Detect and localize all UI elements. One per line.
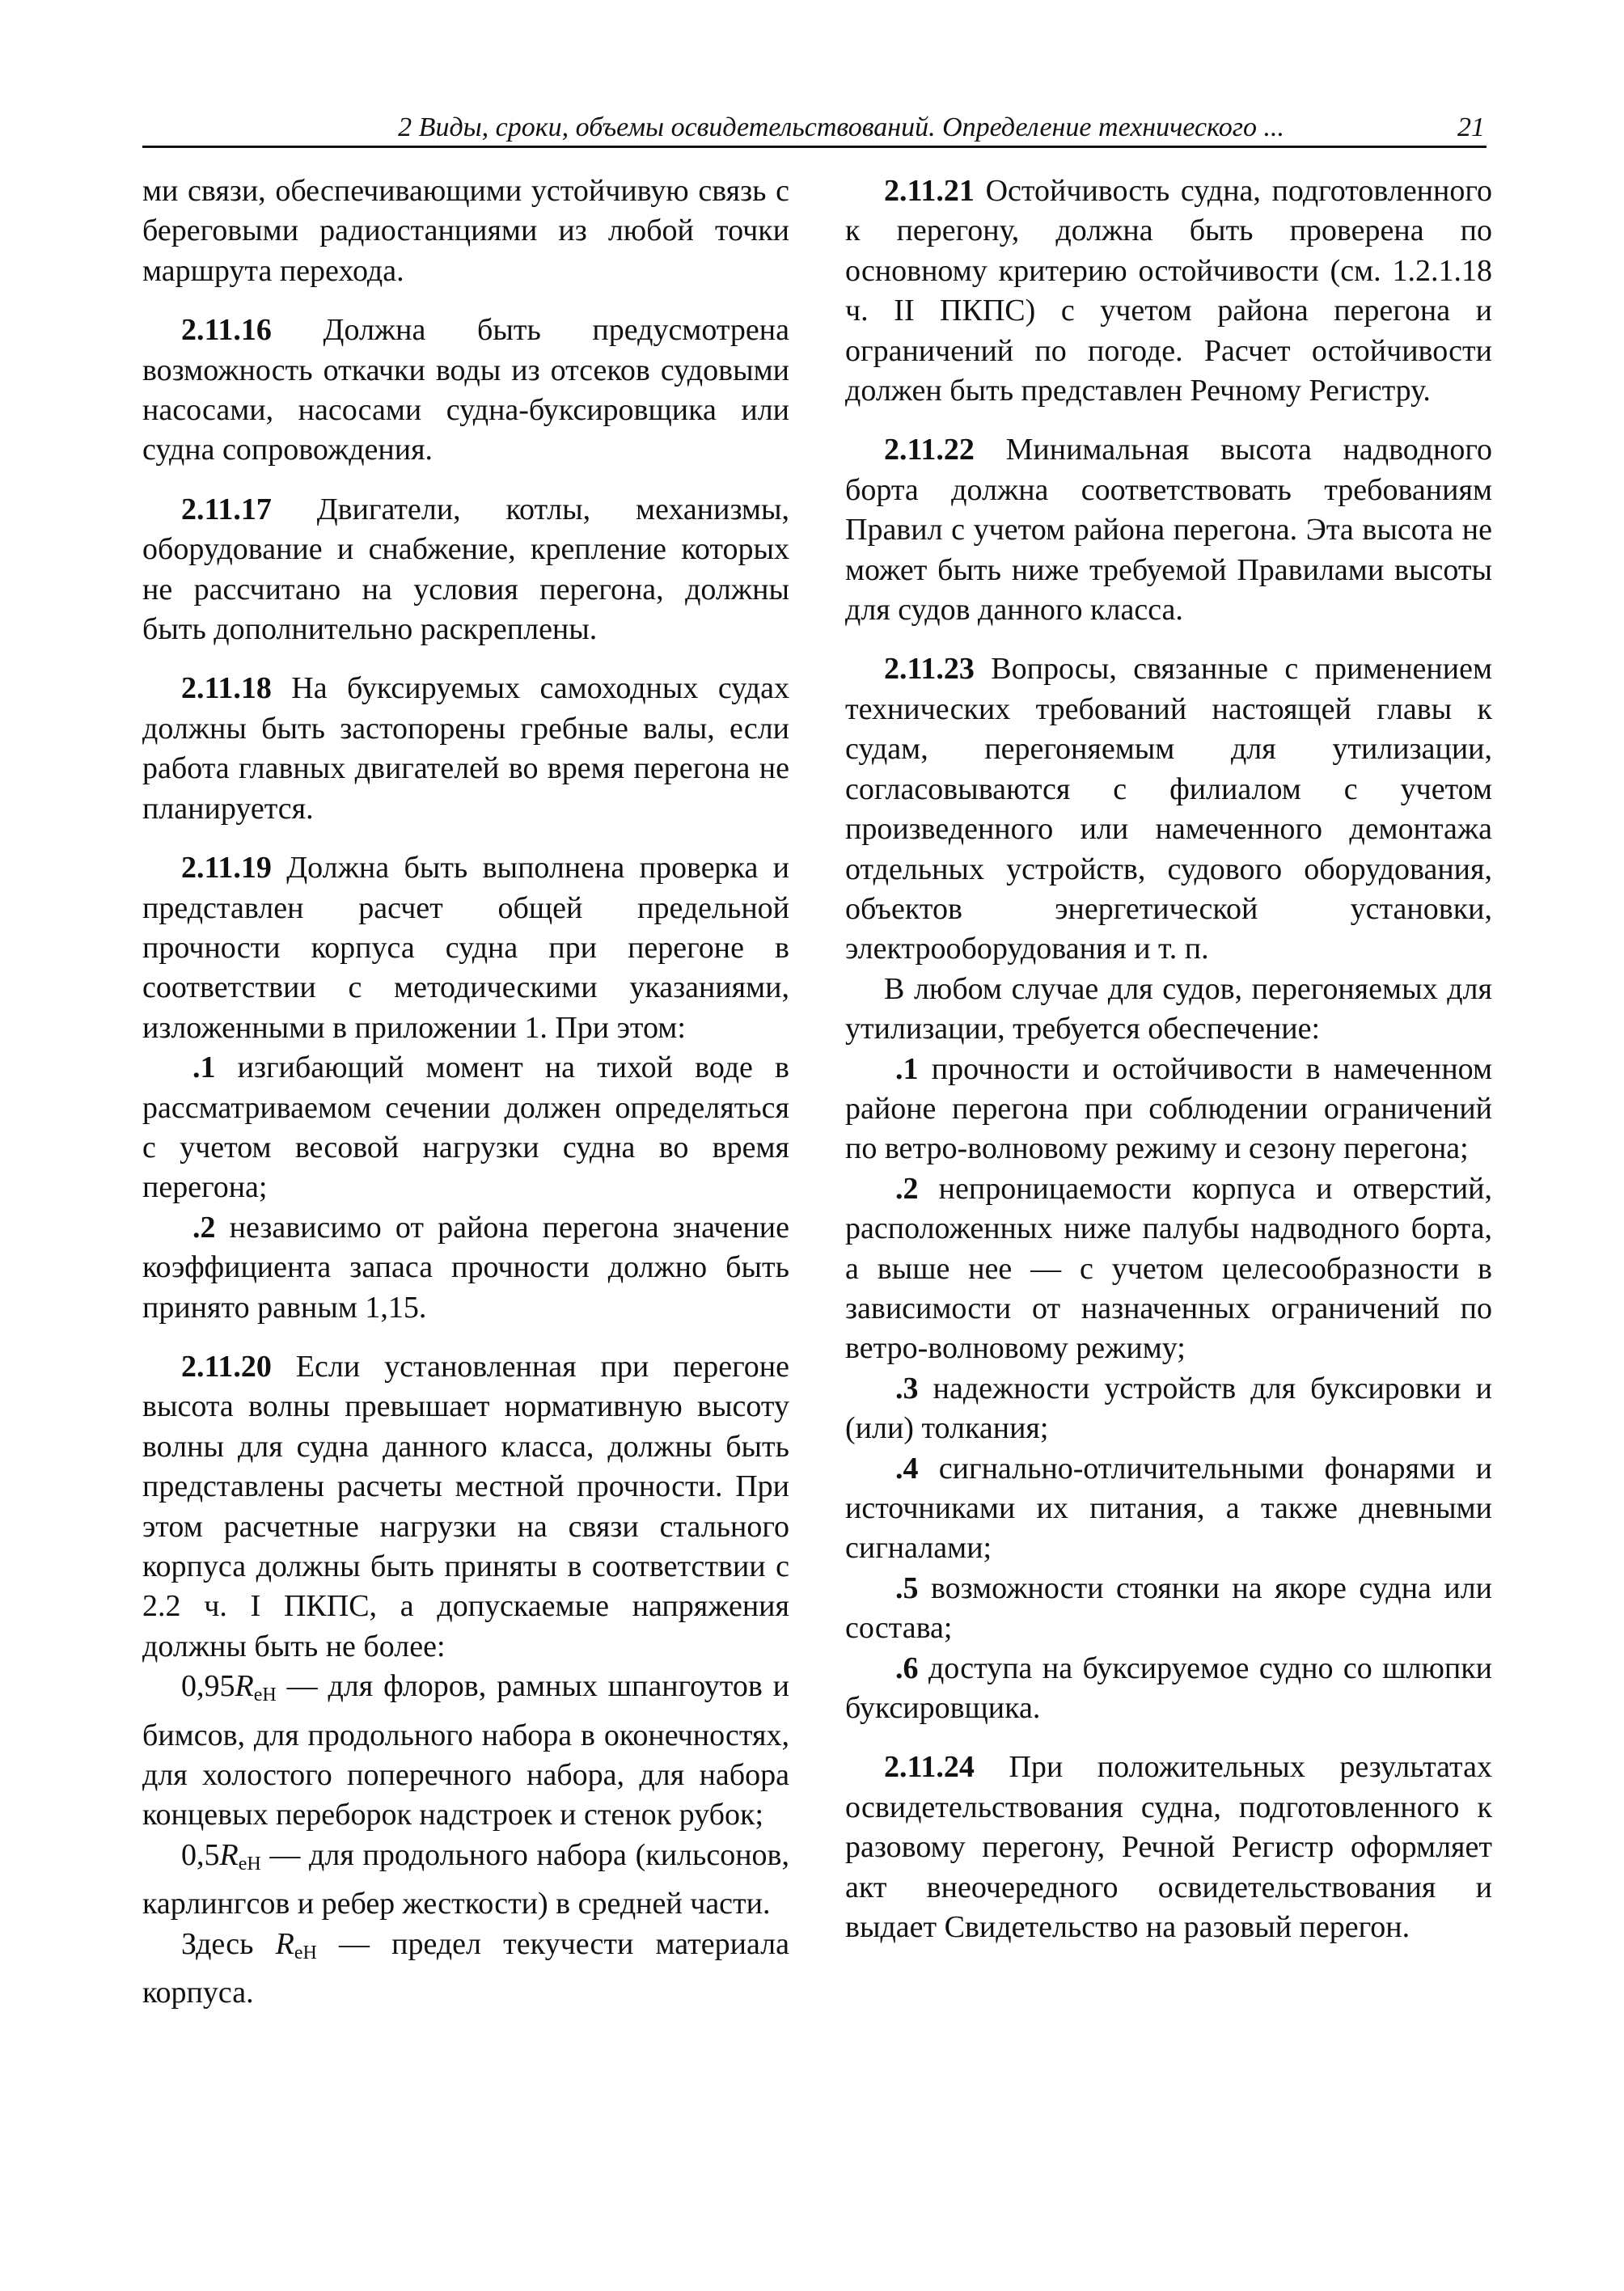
stress-limit-2 [142, 1836, 789, 1925]
list-item [845, 1169, 1492, 1369]
list-item [845, 1369, 1492, 1449]
clause-text: Если установленная при перегоне высота волны превышает нормативную высоту волны для судна данного класса, должны быть представлены расчеты местной прочности. При этом расчетные нагрузки на связи стального корпуса должны быть приняты в соответствии с 2.2 ч. I ПКПС, а допускаемые напряжения должны быть не более: [142, 1349, 789, 1663]
list-item [845, 1649, 1492, 1729]
clause-2-11-23 [845, 649, 1492, 969]
running-header [142, 110, 1487, 148]
clause-number: 2.11.16 [181, 313, 272, 348]
paragraph-utilization: В любом случае для судов, перегоняемых для утилизации, требуется обеспечение: [845, 971, 1492, 1046]
item-number: .5 [895, 1570, 919, 1605]
clause-text: При положительных результатах освидетельствования судна, подготовленного к разовому перегону, Речной Регистр оформляет акт внеочередного освидетельствования и выдает Свидетельство на разовый перегон. [845, 1750, 1492, 1945]
item-number: .1 [895, 1051, 919, 1086]
left-column [142, 171, 789, 2013]
item-number: .2 [192, 1210, 216, 1245]
yield-subscript: eH [238, 1853, 261, 1875]
note-prefix: Здесь [181, 1926, 276, 1961]
item-text: сигнально-отличительными фонарями и источниками их питания, а также дневными сигналами; [845, 1451, 1492, 1566]
clause-number: 2.11.19 [181, 851, 272, 886]
clause-number: 2.11.20 [181, 1349, 272, 1384]
item-text: доступа на буксируемое судно со шлюпки буксировщика. [845, 1651, 1492, 1726]
clause-2-11-16 [142, 311, 789, 471]
item-number: .6 [895, 1651, 919, 1685]
item-text: независимо от района перегона значение коэффициента запаса прочности должно быть принято равным 1,15. [142, 1210, 789, 1325]
clause-2-11-22 [845, 430, 1492, 630]
item-text: возможности стоянки на якоре судна или состава; [845, 1570, 1492, 1646]
clause-text: Минимальная высота надводного борта должна соответствовать требованиям Правил с учетом района перегона. Эта высота не может быть ниже требуемой Правилами высоты для судов данного класса. [845, 433, 1492, 628]
list-item [845, 1569, 1492, 1649]
list-item [142, 1208, 789, 1328]
clause-2-11-19 [142, 848, 789, 1048]
item-number: .3 [895, 1371, 919, 1405]
yield-subscript: eH [294, 1942, 317, 1963]
yield-symbol: R [275, 1926, 294, 1961]
clause-2-11-21 [845, 171, 1492, 411]
clause-number: 2.11.17 [181, 492, 272, 526]
formula-text: — для продольного набора (кильсонов, карлингсов и ребер жесткости) в средней части. [142, 1837, 789, 1921]
list-item [845, 1449, 1492, 1569]
item-text: изгибающий момент на тихой воде в рассматриваемом сечении должен определяться с учетом весовой нагрузки судна во время перегона; [142, 1050, 789, 1205]
yield-note [142, 1925, 789, 2014]
yield-symbol: R [235, 1669, 254, 1704]
list-item [845, 1050, 1492, 1169]
clause-2-11-24 [845, 1748, 1492, 1947]
clause-2-11-18 [142, 669, 789, 829]
paragraph-intro: ми связи, обеспечивающими устойчивую связь с береговыми радиостанциями из любой точки маршрута перехода. [142, 174, 789, 288]
page-number: 21 [1457, 112, 1485, 142]
clause-text: Должна быть предусмотрена возможность откачки воды из отсеков судовыми насосами, насосами судна-буксировщика или судна сопровождения. [142, 313, 789, 467]
yield-subscript: eH [253, 1684, 277, 1706]
coefficient: 0,5 [181, 1837, 220, 1872]
clause-text: Остойчивость судна, подготовленного к перегону, должна быть проверена по основному критерию остойчивости (см. 1.2.1.18 ч. II ПКПС) с учетом района перегона и ограничений по погоде. Расчет остойчивости должен быть представлен Речному Регистру. [845, 174, 1492, 408]
clause-number: 2.11.21 [884, 174, 975, 208]
running-title: 2 Виды, сроки, объемы освидетельствований. Определение технического ... [398, 112, 1284, 142]
note-text: — предел текучести материала корпуса. [142, 1926, 789, 2010]
formula-text: — для флоров, рамных шпангоутов и бимсов, для продольного набора в оконечностях, для холостого поперечного набора, для набора концевых переборок надстроек и стенок рубок; [142, 1669, 789, 1832]
item-number: .4 [895, 1451, 919, 1486]
clause-text: Должна быть выполнена проверка и представлен расчет общей предельной прочности корпуса судна при перегоне в соответствии с методическими указаниями, изложенными в приложении 1. При этом: [142, 851, 789, 1045]
clause-number: 2.11.24 [884, 1750, 975, 1785]
coefficient: 0,95 [181, 1669, 235, 1704]
clause-text: На буксируемых самоходных судах должны быть застопорены гребные валы, если работа главных двигателей во время перегона не планируется. [142, 671, 789, 826]
clause-text: Двигатели, котлы, механизмы, оборудование и снабжение, крепление которых не рассчитано на условия перегона, должны быть дополнительно раскреплены. [142, 492, 789, 647]
item-text: непроницаемости корпуса и отверстий, расположенных ниже палубы надводного борта, а выше нее — с учетом целесообразности в зависимости от назначенных ограничений по ветро-волновому режиму; [845, 1171, 1492, 1366]
item-text: надежности устройств для буксировки и (или) толкания; [845, 1371, 1492, 1446]
item-number: .2 [895, 1171, 919, 1206]
clause-2-11-17 [142, 490, 789, 650]
clause-number: 2.11.18 [181, 671, 272, 706]
clause-number: 2.11.23 [884, 652, 975, 687]
clause-2-11-20 [142, 1347, 789, 1667]
yield-symbol: R [219, 1837, 239, 1872]
stress-limit-1 [142, 1667, 789, 1836]
list-item [142, 1048, 789, 1208]
clause-text: Вопросы, связанные с применением технических требований настоящей главы к судам, перегоняемым для утилизации, согласовываются с филиалом с учетом произведенного или намеченного демонтажа отдельных устройств, судового оборудования, объектов энергетической установки, электрооборудования и т. п. [845, 652, 1492, 966]
item-text: прочности и остойчивости в намеченном районе перегона при соблюдении ограничений по ветро-волновому режиму и сезону перегона; [845, 1051, 1492, 1166]
right-column [845, 171, 1492, 1967]
item-number: .1 [192, 1050, 216, 1085]
clause-number: 2.11.22 [884, 433, 975, 467]
